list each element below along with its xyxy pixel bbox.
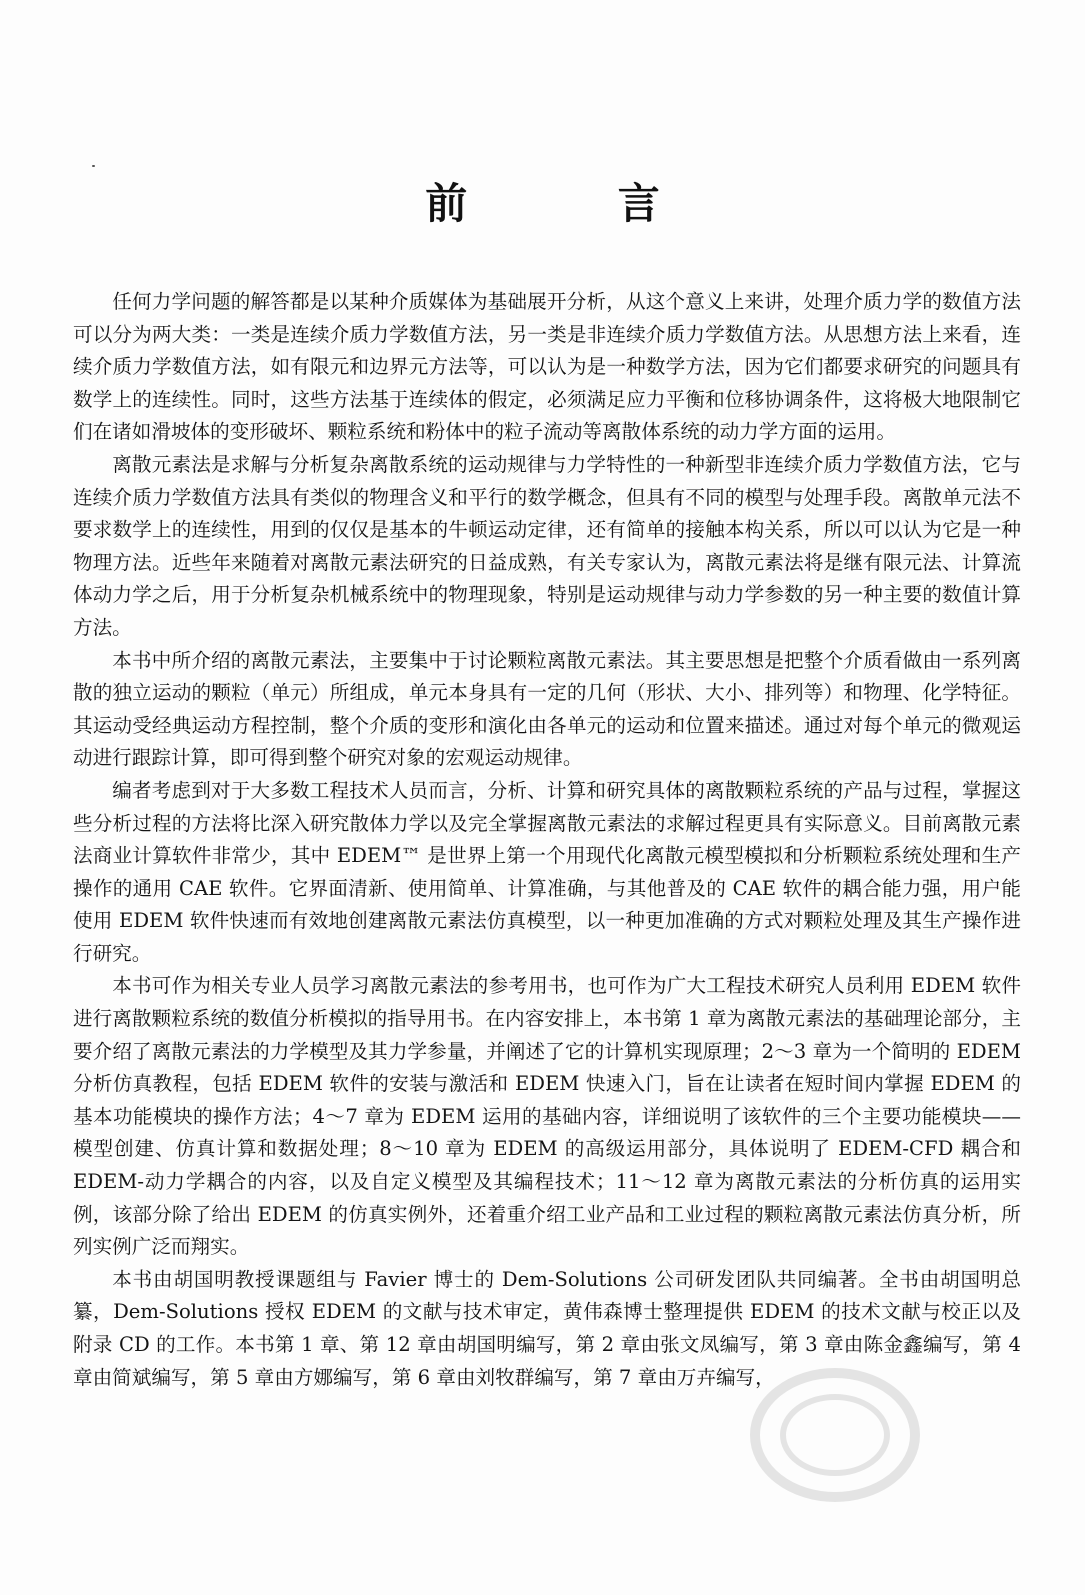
paragraph-4: 编者考虑到对于大多数工程技术人员而言，分析、计算和研究具体的离散颗粒系统的产品与过程，掌握这些分析过程的方法将比深入研究散体力学以及完全掌握离散元素法的求解过程更具有实际意义。目前离散元素法商业计算软件非常少，其中 EDEM™ 是世界上第一个用现代化离散元模型模拟和分析颗粒系统处理和生产操作的通用 CAE 软件。它界面清新、使用简单、计算准确，与其他普及的 CAE 软件的耦合能力强，用户能使用 EDEM 软件快速而有效地创建离散元素法仿真模型，以一种更加准确的方式对颗粒处理及其生产操作进行研究。	[73, 778, 1021, 965]
paragraph-3: 本书中所介绍的离散元素法，主要集中于讨论颗粒离散元素法。其主要思想是把整个介质看做由一系列离散的独立运动的颗粒（单元）所组成，单元本身具有一定的几何（形状、大小、排列等）和物理、化学特征。其运动受经典运动方程控制，整个介质的变形和演化由各单元的运动和位置来描述。通过对每个单元的微观运动进行跟踪计算，即可得到整个研究对象的宏观运动规律。	[73, 648, 1021, 770]
paragraph-2: 离散元素法是求解与分析复杂离散系统的运动规律与力学特性的一种新型非连续介质力学数值方法，它与连续介质力学数值方法具有类似的物理含义和平行的数学概念，但具有不同的模型与处理手段。离散单元法不要求数学上的连续性，用到的仅仅是基本的牛顿运动定律，还有简单的接触本构关系，所以可以认为它是一种物理方法。近些年来随着对离散元素法研究的日益成熟，有关专家认为，离散元素法将是继有限元法、计算流体动力学之后，用于分析复杂机械系统中的物理现象，特别是运动规律与动力学参数的另一种主要的数值计算方法。	[73, 452, 1021, 639]
preface-body	[73, 286, 1021, 1394]
page-title: 前 言	[425, 179, 728, 228]
paragraph-1: 任何力学问题的解答都是以某种介质媒体为基础展开分析，从这个意义上来讲，处理介质力学的数值方法可以分为两大类：一类是连续介质力学数值方法，另一类是非连续介质力学数值方法。从思想方法上来看，连续介质力学数值方法，如有限元和边界元方法等，可以认为是一种数学方法，因为它们都要求研究的问题具有数学上的连续性。同时，这些方法基于连续体的假定，必须满足应力平衡和位移协调条件，这将极大地限制它们在诸如滑坡体的变形破坏、颗粒系统和粉体中的粒子流动等离散体系统的动力学方面的运用。	[73, 290, 1021, 444]
paragraph-6: 本书由胡国明教授课题组与 Favier 博士的 Dem-Solutions 公司研发团队共同编著。全书由胡国明总纂，Dem-Solutions 授权 EDEM 的文献与技术审定，黄伟森博士整理提供 EDEM 的技术文献与校正以及附录 CD 的工作。本书第 1 章、第 12 章由胡国明编写，第 2 章由张文凤编写，第 3 章由陈金鑫编写，第 4 章由简斌编写，第 5 章由方娜编写，第 6 章由刘牧群编写，第 7 章由万卉编写，	[73, 1267, 1021, 1389]
stray-mark	[92, 165, 95, 167]
paragraph-5: 本书可作为相关专业人员学习离散元素法的参考用书，也可作为广大工程技术研究人员利用 EDEM 软件进行离散颗粒系统的数值分析模拟的指导用书。在内容安排上，本书第 1 章为离散元素法的基础理论部分，主要介绍了离散元素法的力学模型及其力学参量，并阐述了它的计算机实现原理；2～3 章为一个简明的 EDEM 分析仿真教程，包括 EDEM 软件的安装与激活和 EDEM 快速入门，旨在让读者在短时间内掌握 EDEM 的基本功能模块的操作方法；4～7 章为 EDEM 运用的基础内容，详细说明了该软件的三个主要功能模块——模型创建、仿真计算和数据处理；8～10 章为 EDEM 的高级运用部分，具体说明了 EDEM-CFD 耦合和 EDEM-动力学耦合的内容，以及自定义模型及其编程技术；11～12 章为离散元素法的分析仿真的运用实例，该部分除了给出 EDEM 的仿真实例外，还着重介绍工业产品和工业过程的颗粒离散元素法仿真分析，所列实例广泛而翔实。	[73, 974, 1021, 1259]
